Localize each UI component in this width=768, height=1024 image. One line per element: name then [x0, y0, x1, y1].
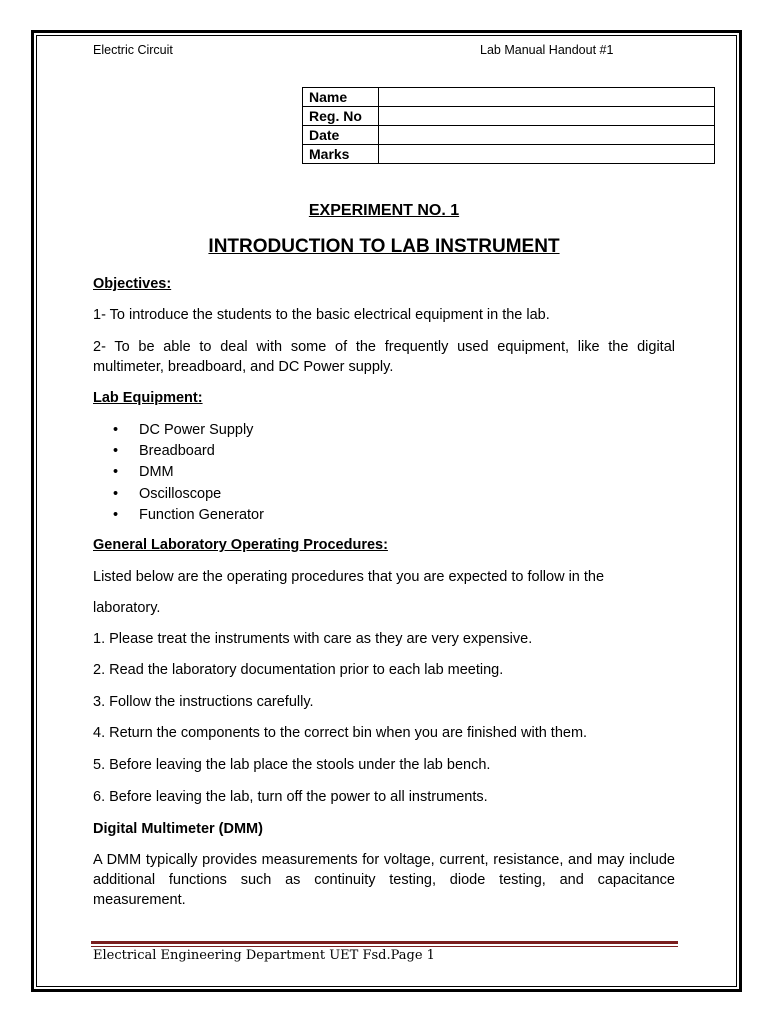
- procedure-item: 4. Return the components to the correct bin when you are finished with them.: [93, 725, 588, 741]
- reg-no-label: Reg. No: [303, 107, 379, 126]
- procedure-item: 2. Read the laboratory documentation prior to each lab meeting.: [93, 662, 504, 678]
- header-course: Electric Circuit: [93, 43, 173, 57]
- dmm-heading: Digital Multimeter (DMM): [93, 821, 263, 837]
- procedures-heading: General Laboratory Operating Procedures:: [93, 537, 388, 553]
- procedures-intro: laboratory.: [93, 600, 161, 616]
- list-item: • Breadboard: [113, 441, 264, 462]
- footer-divider: [91, 941, 678, 944]
- list-item: • DMM: [113, 462, 264, 483]
- table-row: [303, 88, 715, 107]
- procedure-item: 1. Please treat the instruments with care as they are very expensive.: [93, 631, 533, 647]
- objective-item: 1- To introduce the students to the basic electrical equipment in the lab.: [93, 307, 550, 323]
- experiment-number: EXPERIMENT NO. 1: [308, 202, 460, 219]
- list-item: • DC Power Supply: [113, 420, 264, 441]
- objective-item: 2- To be able to deal with some of the frequently used equipment, like the digital multimeter, breadboard, and DC Power supply.: [93, 339, 675, 375]
- objectives-heading: Objectives:: [93, 276, 172, 292]
- header-handout: Lab Manual Handout #1: [480, 43, 614, 57]
- procedure-item: 6. Before leaving the lab, turn off the power to all instruments.: [93, 789, 488, 805]
- date-label: Date: [303, 126, 379, 145]
- procedure-item: 3. Follow the instructions carefully.: [93, 694, 314, 710]
- table-row: [303, 126, 715, 145]
- table-row: [303, 145, 715, 164]
- list-item: • Oscilloscope: [113, 484, 264, 505]
- footer-divider: [91, 946, 678, 947]
- reg-no-field[interactable]: [379, 107, 715, 126]
- marks-field[interactable]: [379, 145, 715, 164]
- lab-equipment-heading: Lab Equipment:: [93, 390, 203, 406]
- dmm-description: A DMM typically provides measurements for voltage, current, resistance, and may include additional functions such as continuity testing, diode testing, and capacitance measurement.: [93, 852, 675, 908]
- marks-label: Marks: [303, 145, 379, 164]
- student-info-table: [302, 87, 715, 164]
- equipment-list: [113, 420, 264, 526]
- name-field[interactable]: [379, 88, 715, 107]
- name-label: Name: [303, 88, 379, 107]
- table-row: [303, 107, 715, 126]
- list-item: • Function Generator: [113, 505, 264, 526]
- date-field[interactable]: [379, 126, 715, 145]
- page-title: INTRODUCTION TO LAB INSTRUMENT: [208, 236, 560, 257]
- procedures-intro: Listed below are the operating procedures that you are expected to follow in the: [93, 569, 605, 585]
- footer-text: Electrical Engineering Department UET Fsd.Page 1: [93, 948, 435, 963]
- procedure-item: 5. Before leaving the lab place the stools under the lab bench.: [93, 757, 491, 773]
